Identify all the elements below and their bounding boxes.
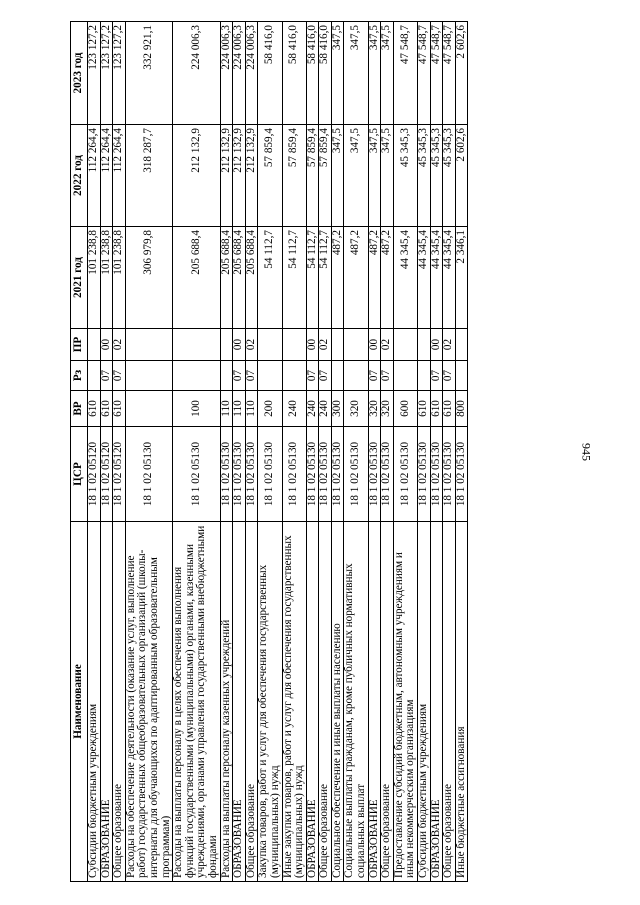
cell-2023: 332 921,1 [125, 22, 172, 125]
cell-2023: 347,5 [381, 22, 394, 125]
cell-2021: 306 979,8 [125, 227, 172, 329]
cell-2023: 47 548,7 [430, 22, 443, 125]
cell-name: Субсидии бюджетным учреждениям [88, 522, 101, 882]
cell-2022: 347,5 [344, 125, 368, 227]
header-pr: ПР [71, 329, 88, 361]
table-row [443, 22, 456, 882]
cell-name: Предоставление субсидий бюджетным, автономным учреждениям и иным некоммерческим организациям [393, 522, 417, 882]
cell-vr: 200 [258, 391, 282, 427]
cell-2023: 47 548,7 [443, 22, 456, 125]
cell-vr: 610 [443, 391, 456, 427]
cell-vr: 110 [233, 391, 246, 427]
cell-vr [125, 391, 172, 427]
cell-pr [220, 329, 233, 361]
cell-rz [125, 361, 172, 391]
rotated-page-content [70, 22, 570, 882]
cell-2023: 347,5 [331, 22, 344, 125]
table-row [258, 22, 282, 882]
cell-rz: 07 [233, 361, 246, 391]
cell-vr: 320 [344, 391, 368, 427]
header-2021: 2021 год [71, 227, 88, 329]
cell-2021: 205 688,4 [220, 227, 233, 329]
cell-csr: 18 1 02 05130 [381, 427, 394, 522]
cell-rz: 07 [430, 361, 443, 391]
cell-rz [282, 361, 306, 391]
cell-csr: 18 1 02 05130 [233, 427, 246, 522]
cell-pr [418, 329, 431, 361]
cell-pr [344, 329, 368, 361]
cell-2023: 58 416,0 [258, 22, 282, 125]
cell-2023: 224 006,3 [233, 22, 246, 125]
cell-pr [125, 329, 172, 361]
cell-vr: 610 [88, 391, 101, 427]
cell-pr: 00 [306, 329, 319, 361]
cell-vr: 110 [245, 391, 258, 427]
header-2023: 2023 год [71, 22, 88, 125]
cell-pr: 00 [100, 329, 113, 361]
cell-2022: 57 859,4 [282, 125, 306, 227]
cell-2023: 47 548,7 [418, 22, 431, 125]
cell-2022: 318 287,7 [125, 125, 172, 227]
cell-csr: 18 1 02 05130 [430, 427, 443, 522]
cell-pr [88, 329, 101, 361]
table-header-row [71, 22, 88, 882]
cell-name: Иные бюджетные ассигнования [455, 522, 468, 882]
table-row [306, 22, 319, 882]
cell-name: Общее образование [245, 522, 258, 882]
cell-rz [344, 361, 368, 391]
cell-2022: 212 132,9 [233, 125, 246, 227]
cell-name: Общее образование [113, 522, 126, 882]
cell-2022: 45 345,3 [443, 125, 456, 227]
header-name: Наименование [71, 522, 88, 882]
cell-vr: 610 [100, 391, 113, 427]
cell-vr: 110 [220, 391, 233, 427]
cell-rz [455, 361, 468, 391]
cell-csr: 18 1 02 05130 [368, 427, 381, 522]
table-row [331, 22, 344, 882]
cell-2021: 205 688,4 [233, 227, 246, 329]
cell-pr [173, 329, 220, 361]
header-vr: ВР [71, 391, 88, 427]
cell-2023: 123 127,2 [88, 22, 101, 125]
cell-rz: 07 [245, 361, 258, 391]
cell-2021: 487,2 [368, 227, 381, 329]
cell-pr: 02 [443, 329, 456, 361]
table-row [319, 22, 332, 882]
header-rz: Рз [71, 361, 88, 391]
cell-csr: 18 1 02 05130 [306, 427, 319, 522]
cell-2023: 224 006,3 [173, 22, 220, 125]
cell-2023: 123 127,2 [100, 22, 113, 125]
cell-pr [282, 329, 306, 361]
cell-rz: 07 [368, 361, 381, 391]
cell-2023: 58 416,0 [306, 22, 319, 125]
table-row [455, 22, 468, 882]
cell-rz [331, 361, 344, 391]
cell-2021: 54 112,7 [258, 227, 282, 329]
cell-2023: 58 416,0 [319, 22, 332, 125]
cell-2021: 101 238,8 [88, 227, 101, 329]
cell-csr: 18 1 02 05130 [282, 427, 306, 522]
cell-rz [88, 361, 101, 391]
page-number: 945 [579, 443, 594, 461]
cell-pr [455, 329, 468, 361]
table-row [418, 22, 431, 882]
cell-vr: 300 [331, 391, 344, 427]
cell-2021: 54 112,7 [282, 227, 306, 329]
cell-csr: 18 1 02 05130 [245, 427, 258, 522]
cell-vr: 320 [381, 391, 394, 427]
cell-2023: 224 006,3 [245, 22, 258, 125]
cell-2021: 101 238,8 [100, 227, 113, 329]
table-row [125, 22, 172, 882]
cell-2022: 57 859,4 [319, 125, 332, 227]
cell-pr: 00 [430, 329, 443, 361]
cell-csr: 18 1 02 05130 [393, 427, 417, 522]
cell-pr: 02 [113, 329, 126, 361]
cell-2023: 347,5 [344, 22, 368, 125]
cell-2023: 224 006,3 [220, 22, 233, 125]
cell-vr: 320 [368, 391, 381, 427]
budget-table [70, 21, 468, 882]
cell-rz [173, 361, 220, 391]
cell-rz [258, 361, 282, 391]
cell-2022: 347,5 [331, 125, 344, 227]
cell-vr: 610 [418, 391, 431, 427]
cell-2022: 45 345,3 [430, 125, 443, 227]
cell-name: Расходы на выплаты персоналу в целях обеспечения выполнения функций государственными (муниципальными) органами, казенными учреждениями, органами управления государственными внебюджетными фондами [173, 522, 220, 882]
cell-name: ОБРАЗОВАНИЕ [430, 522, 443, 882]
table-row [430, 22, 443, 882]
cell-2022: 57 859,4 [258, 125, 282, 227]
cell-2022: 212 132,9 [173, 125, 220, 227]
cell-pr: 00 [233, 329, 246, 361]
cell-pr: 00 [368, 329, 381, 361]
cell-name: Расходы на выплаты персоналу казенных учреждений [220, 522, 233, 882]
cell-name: ОБРАЗОВАНИЕ [233, 522, 246, 882]
cell-2022: 57 859,4 [306, 125, 319, 227]
header-2022: 2022 год [71, 125, 88, 227]
cell-2021: 487,2 [344, 227, 368, 329]
cell-2023: 58 416,0 [282, 22, 306, 125]
cell-csr: 18 1 02 05130 [443, 427, 456, 522]
table-row [100, 22, 113, 882]
cell-csr: 18 1 02 05130 [418, 427, 431, 522]
cell-csr: 18 1 02 05130 [220, 427, 233, 522]
cell-2022: 212 132,9 [220, 125, 233, 227]
table-row [233, 22, 246, 882]
cell-name: Иные закупки товаров, работ и услуг для обеспечения государственных (муниципальных) нужд [282, 522, 306, 882]
table-row [344, 22, 368, 882]
cell-vr: 800 [455, 391, 468, 427]
table-row [88, 22, 101, 882]
cell-rz [418, 361, 431, 391]
cell-rz: 07 [319, 361, 332, 391]
cell-csr: 18 1 02 05120 [88, 427, 101, 522]
cell-2023: 123 127,2 [113, 22, 126, 125]
table-row [113, 22, 126, 882]
cell-csr: 18 1 02 05120 [113, 427, 126, 522]
cell-2023: 47 548,7 [393, 22, 417, 125]
cell-rz: 07 [113, 361, 126, 391]
cell-name: Общее образование [443, 522, 456, 882]
cell-name: ОБРАЗОВАНИЕ [368, 522, 381, 882]
cell-2022: 2 602,6 [455, 125, 468, 227]
cell-vr: 240 [282, 391, 306, 427]
cell-name: Расходы на обеспечение деятельности (оказание услуг, выполнение работ) государственных общеобразовательных организаций (школы-интернаты для обучающихся по адаптированным образовательным программам) [125, 522, 172, 882]
cell-2021: 487,2 [381, 227, 394, 329]
cell-name: Социальные выплаты гражданам, кроме публичных нормативных социальных выплат [344, 522, 368, 882]
cell-csr: 18 1 02 05130 [344, 427, 368, 522]
cell-csr: 18 1 02 05130 [173, 427, 220, 522]
cell-vr: 240 [319, 391, 332, 427]
table-row [393, 22, 417, 882]
cell-csr: 18 1 02 05130 [331, 427, 344, 522]
table-row [173, 22, 220, 882]
cell-pr [331, 329, 344, 361]
cell-rz: 07 [100, 361, 113, 391]
cell-pr [393, 329, 417, 361]
cell-name: Общее образование [381, 522, 394, 882]
cell-rz: 07 [443, 361, 456, 391]
cell-pr: 02 [319, 329, 332, 361]
cell-name: Субсидии бюджетным учреждениям [418, 522, 431, 882]
cell-2021: 54 112,7 [306, 227, 319, 329]
cell-2021: 44 345,4 [393, 227, 417, 329]
cell-2022: 112 264,4 [113, 125, 126, 227]
cell-2021: 2 346,1 [455, 227, 468, 329]
table-row [220, 22, 233, 882]
cell-2022: 45 345,3 [393, 125, 417, 227]
cell-2021: 44 345,4 [418, 227, 431, 329]
table-row [282, 22, 306, 882]
header-csr: ЦСР [71, 427, 88, 522]
cell-2022: 45 345,3 [418, 125, 431, 227]
cell-2022: 112 264,4 [88, 125, 101, 227]
cell-name: ОБРАЗОВАНИЕ [100, 522, 113, 882]
cell-vr: 240 [306, 391, 319, 427]
cell-2021: 54 112,7 [319, 227, 332, 329]
cell-csr: 18 1 02 05130 [319, 427, 332, 522]
cell-name: Общее образование [319, 522, 332, 882]
cell-2021: 44 345,4 [443, 227, 456, 329]
cell-rz [220, 361, 233, 391]
cell-csr: 18 1 02 05120 [100, 427, 113, 522]
cell-2021: 205 688,4 [245, 227, 258, 329]
cell-2022: 112 264,4 [100, 125, 113, 227]
cell-name: ОБРАЗОВАНИЕ [306, 522, 319, 882]
table-row [245, 22, 258, 882]
cell-2021: 487,2 [331, 227, 344, 329]
cell-2022: 347,5 [368, 125, 381, 227]
cell-rz [393, 361, 417, 391]
cell-vr: 600 [393, 391, 417, 427]
cell-rz: 07 [381, 361, 394, 391]
cell-name: Закупка товаров, работ и услуг для обеспечения государственных (муниципальных) нужд [258, 522, 282, 882]
cell-csr: 18 1 02 05130 [455, 427, 468, 522]
table-row [381, 22, 394, 882]
cell-2022: 347,5 [381, 125, 394, 227]
cell-2021: 44 345,4 [430, 227, 443, 329]
cell-2022: 212 132,9 [245, 125, 258, 227]
cell-vr: 610 [430, 391, 443, 427]
cell-2023: 347,5 [368, 22, 381, 125]
cell-vr: 610 [113, 391, 126, 427]
cell-pr: 02 [381, 329, 394, 361]
cell-vr: 100 [173, 391, 220, 427]
cell-2021: 101 238,8 [113, 227, 126, 329]
cell-2021: 205 688,4 [173, 227, 220, 329]
cell-pr [258, 329, 282, 361]
cell-pr: 02 [245, 329, 258, 361]
cell-name: Социальное обеспечение и иные выплаты населению [331, 522, 344, 882]
table-row [368, 22, 381, 882]
cell-csr: 18 1 02 05130 [258, 427, 282, 522]
cell-csr: 18 1 02 05130 [125, 427, 172, 522]
cell-2023: 2 602,6 [455, 22, 468, 125]
cell-rz: 07 [306, 361, 319, 391]
